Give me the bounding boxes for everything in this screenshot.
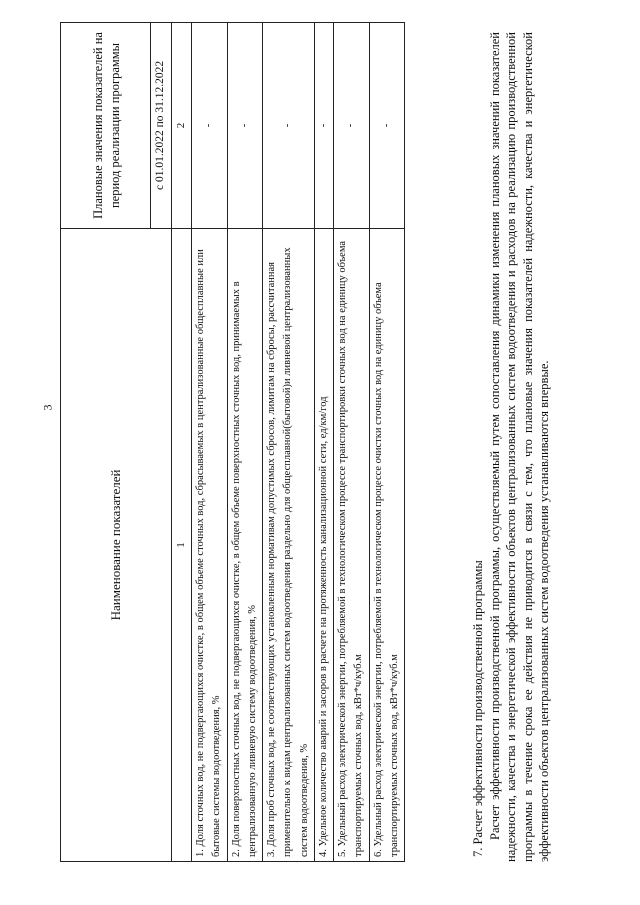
header-indicator-name: Наименование показателей [61,228,172,861]
column-number-2: 2 [172,23,192,229]
section-title: 7. Расчет эффективности производственной программы [471,560,485,857]
column-number-1: 1 [172,228,192,861]
table-row [334,23,370,862]
table-row [369,23,405,862]
indicator-name: 2. Доля поверхностных сточных вод, не подвергающихся очистке, в общем объеме поверхностных сточных вод, принимаемых в централизованную ливневую систему водоотведения, % [227,228,263,861]
header-period: с 01.01.2022 по 31.12.2022 [151,23,172,229]
header-planned-values: Плановые значения показателей на период реализации программы [61,23,151,229]
section-body-text: Расчет эффективности производственной программы, осуществляемый путем сопоставления динамики изменения плановых значений показателей надежности, качества и энергетической эффективности объектов централизованных систем водоотведения и расходов на реализацию производственной программы в течение срока ее действия не приводится в связи с тем, что плановые значения показателей надежности, качества и энергетической эффективности объектов централизованных систем водоотведения устанавливаются впервые. [487,32,551,862]
table-column-numbers-row [172,23,192,862]
indicator-name: 4. Удельное количество аварий и засоров в расчете на протяженность канализационной сети, ед/км/год [314,228,333,861]
table-row [192,23,228,862]
indicator-name: 3. Доля проб сточных вод, не соответствующих установленным нормативам допустимых сбросов, лимитам на сбросы, рассчитанная применительно к видам централизованных систем водоотведения раздельно для общесплавной(бытовой)и ливневой централизованных систем водоотведения, % [263,228,315,861]
rotated-page-content [0,22,640,862]
indicator-value: - [334,23,370,229]
indicator-name: 1. Доля сточных вод, не подвергающихся очистке, в общем объеме сточных вод, сбрасываемых в централизованные общесплавные или бытовые системы водоотведения, % [192,228,228,861]
indicator-value: - [314,23,333,229]
indicator-value: - [263,23,315,229]
indicator-name: 6. Удельный расход электрической энергии, потребляемой в технологическом процессе очистки сточных вод на единицу объема транспортируемых сточных вод, кВт*ч/куб.м [369,228,405,861]
indicators-table [60,22,405,862]
section-7 [470,32,553,862]
indicator-value: - [369,23,405,229]
table-row [314,23,333,862]
indicator-value: - [192,23,228,229]
page-number: 3 [40,404,55,411]
table-row [227,23,263,862]
indicator-name: 5. Удельный расход электрической энергии, потребляемой в технологическом процессе транспортировки сточных вод на единицу объема транспортируемых сточных вод, кВт*ч/куб.м [334,228,370,861]
indicator-value: - [227,23,263,229]
table-header-row [61,23,151,862]
table-row [263,23,315,862]
